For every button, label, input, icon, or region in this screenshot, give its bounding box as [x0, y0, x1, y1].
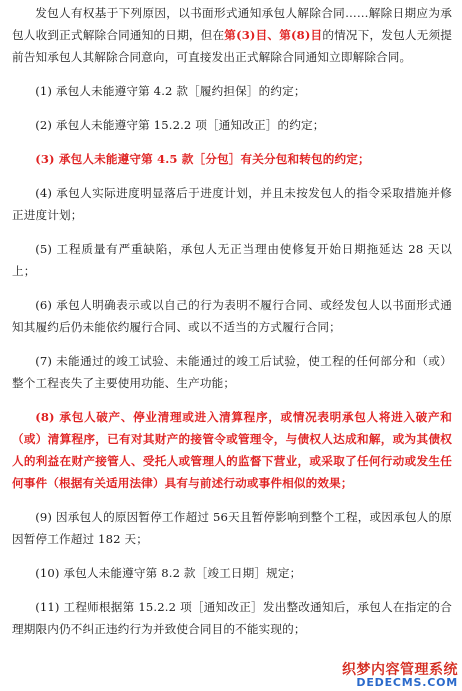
site-watermark [342, 663, 458, 689]
clause-item-8: (8) 承包人破产、停业清理或进入清算程序，或情况表明承包人将进入破产和（或）清算程序，已有对其财产的接管令或管理令，与债权人达成和解，或为其债权人的利益在财产接管人、受托人或管理人的监督下营业，或采取了任何行动或发生任何事件（根据有关适用法律）具有与前述行动或事件相似的效果； [12, 410, 452, 490]
intro-text-c: 的情况下，发包人无须提前告知承包人其解除合同意向，可直接发出正式解除合同通知立即解除合同。 [12, 28, 453, 64]
clause-item-5: (5) 工程质量有严重缺陷，承包人无正当理由使修复开始日期拖延达 28 天以上； [12, 242, 452, 278]
intro-highlight: 第(3)目、第(8)目 [224, 28, 323, 42]
watermark-en-text: DEDECMS.COM [356, 676, 458, 690]
watermark-cn-text: 织梦内容管理系统 [342, 661, 458, 678]
clause-item-3: (3) 承包人未能遵守第 4.5 款［分包］有关分包和转包的约定； [35, 152, 370, 166]
clause-item-1: (1) 承包人未能遵守第 4.2 款［履约担保］的约定； [35, 84, 306, 98]
clause-item-6: (6) 承包人明确表示或以自己的行为表明不履行合同、或经发包人以书面形式通知其履约后仍未能依约履行合同、或以不适当的方式履行合同； [12, 298, 452, 334]
clause-item-9: (9) 因承包人的原因暂停工作超过 56天且暂停影响到整个工程，或因承包人的原因暂停工作超过 182 天； [12, 510, 452, 546]
clause-item-10: (10) 承包人未能遵守第 8.2 款［竣工日期］规定； [35, 566, 302, 580]
intro-text-a: 发包人有权基于下列原因，以书面形式通知承包人解除合同……解除日期应为承包人收到正式解除合同通知的日期，但在 [12, 6, 452, 42]
clause-item-2: (2) 承包人未能遵守第 15.2.2 项［通知改正］的约定； [35, 118, 325, 132]
clause-item-4: (4) 承包人实际进度明显落后于进度计划，并且未按发包人的指令采取措施并修正进度计划； [12, 186, 452, 222]
clause-item-11: (11) 工程师根据第 15.2.2 项［通知改正］发出整改通知后，承包人在指定的合理期限内仍不纠正违约行为并致使合同目的不能实现的； [12, 600, 452, 636]
intro-paragraph [12, 2, 452, 68]
clause-item-7: (7) 未能通过的竣工试验、未能通过的竣工后试验，使工程的任何部分和（或）整个工程丧失了主要使用功能、生产功能； [12, 354, 452, 390]
